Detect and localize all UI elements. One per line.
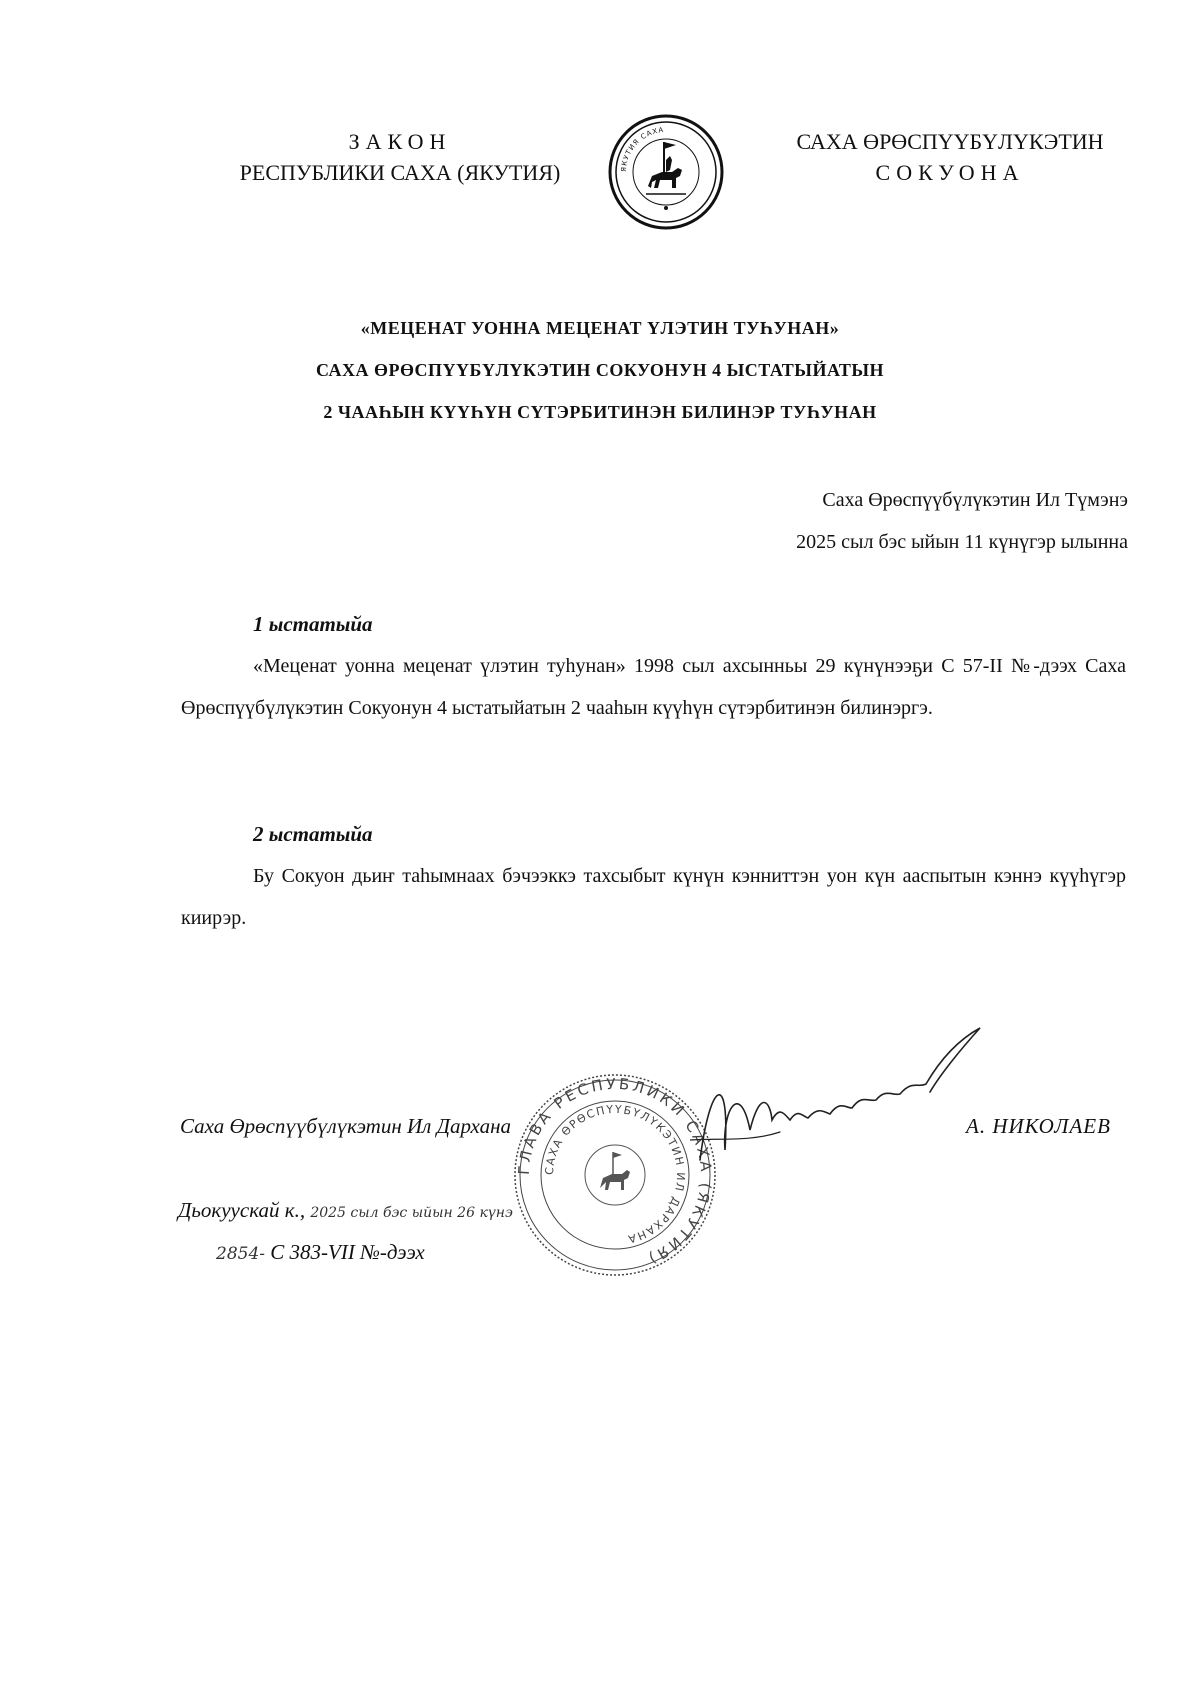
article-1-text: «Меценат уонна меценат үлэтин туһунан» 1998 сыл ахсынньы 29 күнүнээҕи С 57-II №-дээх Саха Өрөспүүбүлүкэтин Сокуонун 4 ыстатыйатын 2 чааһын күүһүн сүтэрбитинэн билинэргэ. bbox=[181, 655, 1126, 719]
adoption-date: 2025 сыл бэс ыйын 11 күнүгэр ылынна bbox=[796, 531, 1128, 553]
title-line1: «МЕЦЕНАТ УОННА МЕЦЕНАТ ҮЛЭТИН ТУҺУНАН» bbox=[360, 318, 840, 338]
handwritten-date: 2025 сыл бэс ыйын 26 күнэ bbox=[310, 1205, 513, 1221]
stamp-outer-text: ГЛАВА РЕСПУБЛИКИ САХА (ЯКУТИЯ) bbox=[514, 1074, 716, 1269]
signing-place bbox=[178, 1198, 513, 1223]
law-number bbox=[216, 1240, 425, 1265]
seal-stamp-icon bbox=[510, 1070, 720, 1280]
header-left-line2: РЕСПУБЛИКИ САХА (ЯКУТИЯ) bbox=[239, 160, 561, 185]
article-1-title: 1 ыстатыйа bbox=[253, 612, 373, 636]
adoption-body: Саха Өрөспүүбүлүкэтин Ил Түмэнэ bbox=[822, 489, 1128, 511]
article-2-title: 2 ыстатыйа bbox=[253, 822, 373, 846]
article-2-text: Бу Сокуон дьиҥ таһымнаах бэчээккэ тахсыбыт күнүн кэнниттэн уон күн ааспытын кэннэ күүһүгэр киирэр. bbox=[181, 865, 1126, 929]
handwritten-signature-icon bbox=[690, 1020, 1010, 1170]
signatory-position: Саха Өрөспүүбүлүкэтин Ил Дархана bbox=[180, 1114, 511, 1138]
header-left-line1: ЗАКОН bbox=[348, 129, 452, 154]
emblem-ring-text: ЯКУТИЯ САХА bbox=[619, 125, 665, 173]
signatory-name: А. НИКОЛАЕВ bbox=[966, 1114, 1111, 1138]
header-left bbox=[220, 126, 580, 188]
title-line2: САХА ӨРӨСПҮҮБҮЛҮКЭТИН СОКУОНУН 4 ЫСТАТЫЙАТЫН bbox=[315, 360, 885, 380]
stamp-inner-text: САХА ӨРӨСПҮҮБҮЛҮКЭТИН ИЛ ДАРХАНА bbox=[542, 1102, 688, 1246]
coat-of-arms-emblem-icon bbox=[606, 112, 726, 232]
law-number-suffix: С 383-VII №-дээх bbox=[270, 1240, 425, 1264]
handwritten-number: 2854- bbox=[216, 1244, 266, 1264]
header-right-line1: САХА ӨРӨСПҮҮБҮЛҮКЭТИН bbox=[796, 129, 1104, 154]
title-line3: 2 ЧААҺЫН КҮҮҺҮН СҮТЭРБИТИНЭН БИЛИНЭР ТУҺУНАН bbox=[323, 402, 877, 422]
signing-place-label: Дьокуускай к., bbox=[178, 1198, 306, 1222]
header-right bbox=[770, 126, 1130, 188]
header-right-line2: СОКУОНА bbox=[875, 160, 1025, 185]
